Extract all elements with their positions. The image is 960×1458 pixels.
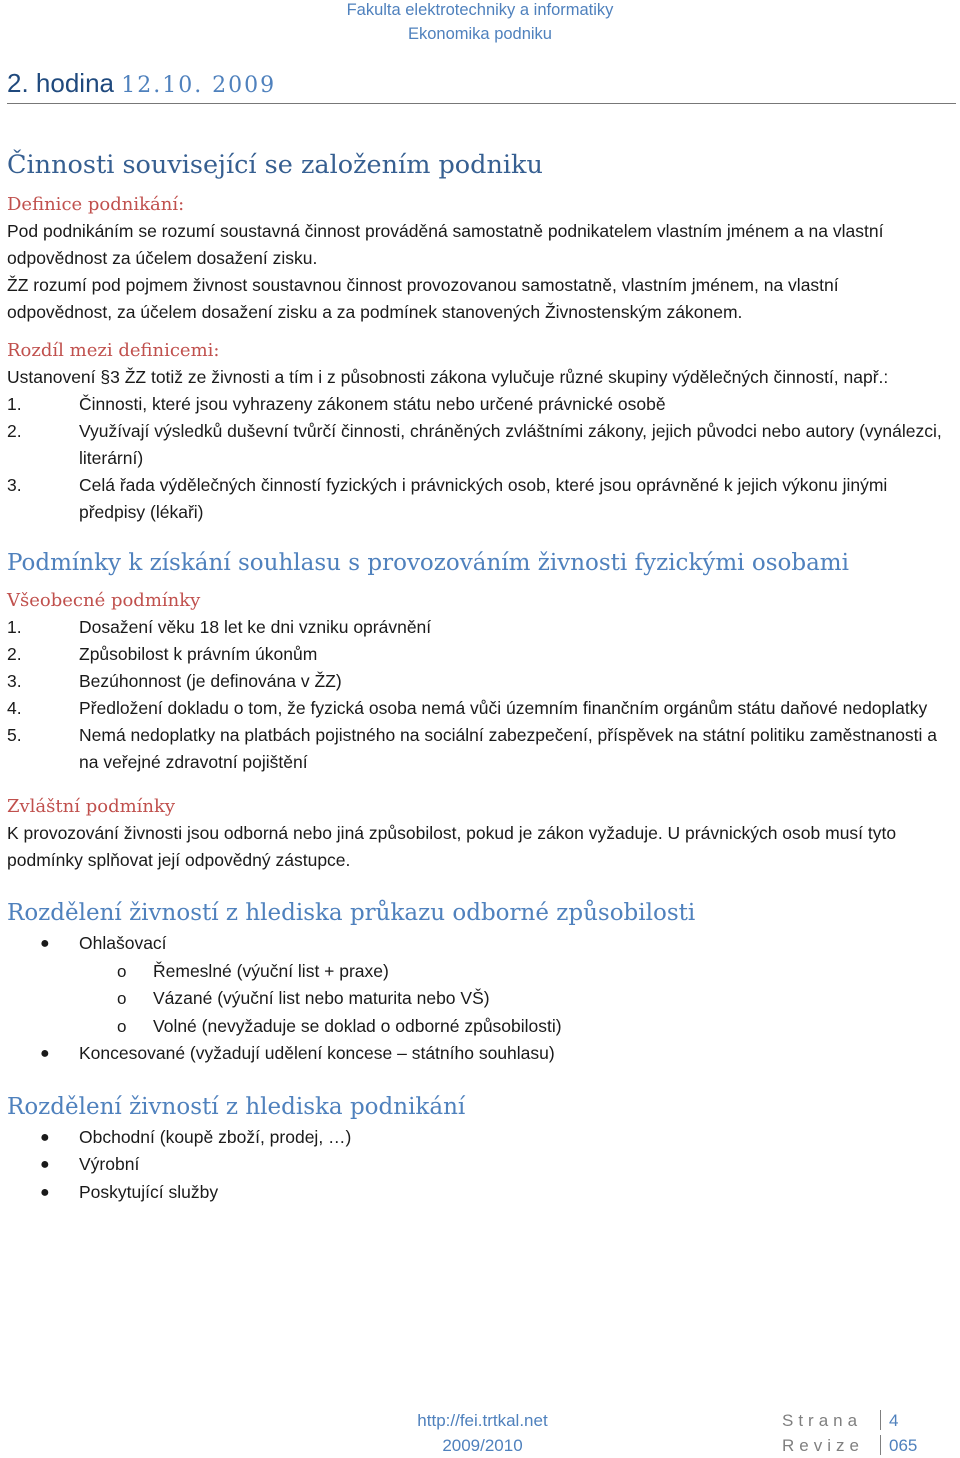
prukaz-list <box>7 930 947 958</box>
footer-revision-label: Revize <box>782 1436 864 1455</box>
list-item: o Vázané (výuční list nebo maturita nebo VŠ) <box>7 985 947 1013</box>
bullet-icon: ● <box>40 1045 50 1062</box>
vseobecne-list <box>7 614 947 776</box>
list-item: 3. Celá řada výdělečných činností fyzických i právnických osob, které jsou oprávněné k jejich výkonu jinými předpisy (lékaři) <box>7 475 888 522</box>
rozdil-list <box>7 391 947 526</box>
rozdil-heading: Rozdíl mezi definicemi: <box>7 340 220 361</box>
list-item: o Volné (nevyžaduje se doklad o odborné způsobilosti) <box>7 1013 947 1041</box>
footer-page-number: 4 <box>889 1411 899 1430</box>
document-title: Činnosti související se založením podniku <box>7 150 543 180</box>
vseobecne-heading: Všeobecné podmínky <box>7 590 201 611</box>
page-header <box>310 0 650 46</box>
definice-heading: Definice podnikání: <box>7 194 185 215</box>
zvlastni-heading: Zvláštní podmínky <box>7 796 176 817</box>
list-item: ● Obchodní (koupě zboží, prodej, …) <box>7 1124 947 1152</box>
circle-bullet-icon: o <box>117 961 127 981</box>
circle-bullet-icon: o <box>117 1016 127 1036</box>
footer-divider <box>880 1410 881 1430</box>
definice-paragraph-2: ŽZ rozumí pod pojmem živnost soustavnou činnost provozovanou samostatně, vlastním jménem, na vlastní odpovědnost, za účelem dosažení zisku a za podmínek stanovených Živnostenským zákonem. <box>7 275 839 322</box>
prukaz-list-2 <box>7 1040 947 1068</box>
page-body <box>7 148 947 1206</box>
bullet-icon: ● <box>40 1128 50 1146</box>
bullet-icon: ● <box>40 1183 50 1201</box>
bullet-icon: ● <box>40 935 50 952</box>
footer-divider <box>880 1435 881 1455</box>
list-item: 2. Způsobilost k právním úkonům <box>7 644 318 664</box>
footer-revision-number: 065 <box>889 1436 918 1455</box>
list-item: 5. Nemá nedoplatky na platbách pojistného na sociální zabezpečení, příspěvek na státní politiku zaměstnanosti a na veřejné zdravotní pojištění <box>7 725 938 772</box>
list-item: 4. Předložení dokladu o tom, že fyzická osoba nemá vůči územním finančním orgánům státu daňové nedoplatky <box>7 698 928 718</box>
podnikani-title: Rozdělení živností z hlediska podnikání <box>7 1093 466 1120</box>
circle-bullet-icon: o <box>117 989 127 1008</box>
footer-url-link[interactable]: http://fei.trtkal.net <box>417 1411 548 1430</box>
list-item: 1. Činnosti, které jsou vyhrazeny zákonem státu nebo určené právnické osobě <box>7 394 666 414</box>
list-item: ● Koncesované (vyžadují udělení koncese – státního souhlasu) <box>7 1040 947 1068</box>
page-footer <box>0 1408 960 1458</box>
prukaz-sublist <box>7 958 947 1041</box>
list-item: 3. Bezúhonnost (je definována v ŽZ) <box>7 671 342 691</box>
subject-name: Ekonomika podniku <box>407 25 552 43</box>
list-item: ● Výrobní <box>7 1151 947 1179</box>
list-item: 2. Využívají výsledků duševní tvůrčí činnosti, chráněných zvláštními zákony, jejich původci nebo autory (vynálezci, literární) <box>7 421 942 468</box>
lesson-label: 2. hodina <box>7 68 114 98</box>
prukaz-title: Rozdělení živností z hlediska průkazu odborné způsobilosti <box>7 900 696 926</box>
footer-year: 2009/2010 <box>442 1436 523 1455</box>
header-divider <box>7 103 956 104</box>
faculty-name: Fakulta elektrotechniky a informatiky <box>346 1 614 19</box>
footer-page-label: Strana <box>782 1411 863 1430</box>
lesson-heading <box>7 68 276 99</box>
rozdil-intro: Ustanovení §3 ŽZ totiž ze živnosti a tím i z působnosti zákona vylučuje různé skupiny výdělečných činností, např.: <box>7 367 889 387</box>
list-item: ● Poskytující služby <box>7 1179 947 1207</box>
podnikani-list <box>7 1124 947 1207</box>
zvlastni-paragraph: K provozování živnosti jsou odborná nebo jiná způsobilost, pokud je zákon vyžaduje. U právnických osob musí tyto podmínky splňovat její odpovědný zástupce. <box>7 823 897 870</box>
definice-paragraph-1: Pod podnikáním se rozumí soustavná činnost prováděná samostatně podnikatelem vlastním jménem a na vlastní odpovědnost za účelem dosažení zisku. <box>7 221 884 268</box>
list-item: ● Ohlašovací <box>7 930 947 958</box>
list-item: 1. Dosažení věku 18 let ke dni vzniku oprávnění <box>7 617 432 637</box>
bullet-icon: ● <box>40 1156 50 1173</box>
list-item: o Řemeslné (výuční list + praxe) <box>7 958 947 986</box>
podminky-title: Podmínky k získání souhlasu s provozováním živnosti fyzickými osobami <box>7 550 849 576</box>
lesson-date: 12.10. 2009 <box>121 73 277 98</box>
